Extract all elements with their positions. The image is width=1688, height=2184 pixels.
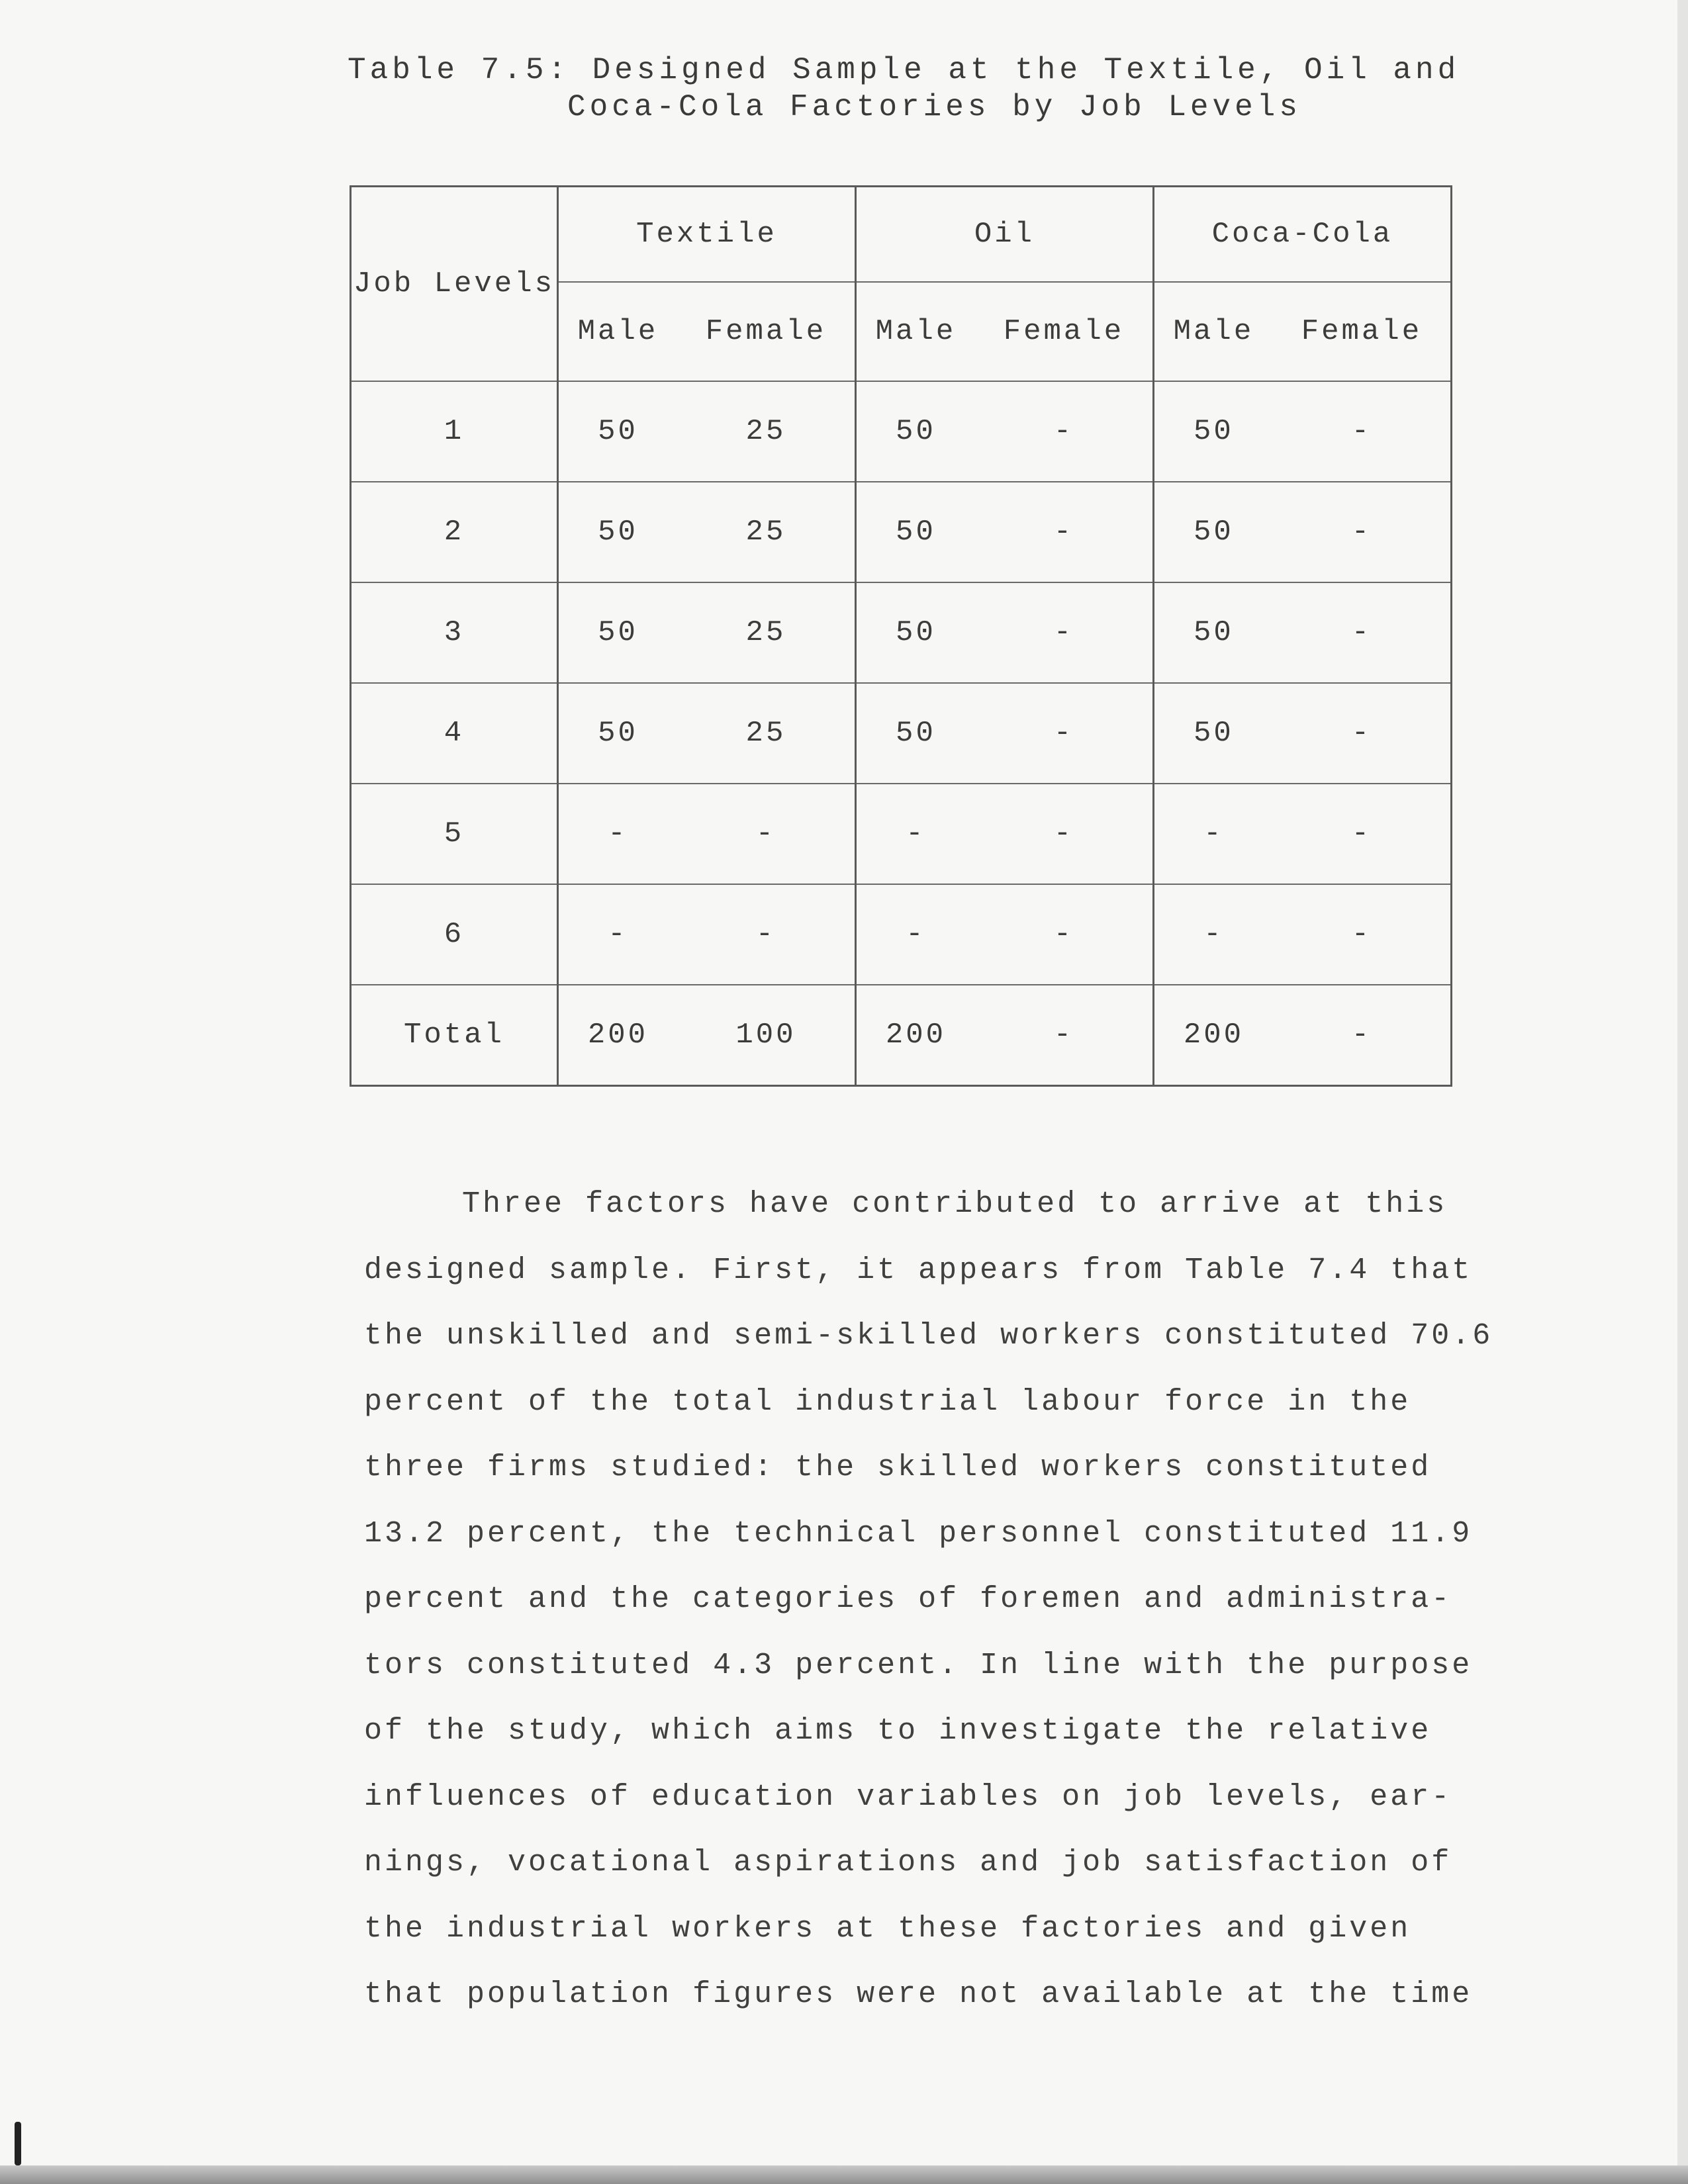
- table-cell: 200: [558, 985, 677, 1086]
- table-row: [351, 884, 1452, 985]
- table-cell: -: [1153, 884, 1272, 985]
- table-row: [351, 381, 1452, 482]
- page-edge: [1677, 0, 1688, 2184]
- table-cell: 25: [677, 381, 856, 482]
- table-cell: -: [975, 381, 1154, 482]
- text-line: percent and the categories of foremen and administra-: [364, 1582, 1452, 1616]
- subheader-coca-cola-male: Male: [1153, 282, 1272, 381]
- job-levels-header: Job Levels: [351, 187, 558, 382]
- table-cell: -: [1273, 582, 1452, 683]
- table-cell: 50: [1153, 683, 1272, 784]
- table-cell: -: [975, 985, 1154, 1086]
- table-cell: -: [1273, 985, 1452, 1086]
- subheader-textile-female: Female: [677, 282, 856, 381]
- table-total-row: [351, 985, 1452, 1086]
- table-cell: 50: [1153, 482, 1272, 582]
- subheader-coca-cola-female: Female: [1273, 282, 1452, 381]
- text-line: designed sample. First, it appears from Table 7.4 that: [364, 1253, 1473, 1287]
- subheader-oil-female: Female: [975, 282, 1154, 381]
- table-cell: 50: [855, 482, 974, 582]
- row-level-cell: 5: [351, 784, 558, 884]
- table-cell: 25: [677, 482, 856, 582]
- table-cell: 50: [855, 381, 974, 482]
- text-line: nings, vocational aspirations and job satisfaction of: [364, 1846, 1452, 1880]
- body-paragraph: [364, 1171, 1493, 2028]
- text-line: the industrial workers at these factories and given: [364, 1911, 1411, 1946]
- table-caption: [348, 52, 1460, 126]
- table-header-row: [351, 187, 1452, 283]
- table-cell: 100: [677, 985, 856, 1086]
- caption-line-2: Coca-Cola Factories by Job Levels: [567, 90, 1301, 124]
- table-cell: -: [975, 784, 1154, 884]
- table-cell: 50: [855, 683, 974, 784]
- table-cell: -: [1273, 884, 1452, 985]
- sample-table: [350, 185, 1452, 1087]
- table-cell: 200: [1153, 985, 1272, 1086]
- text-line: that population figures were not available at the time: [364, 1978, 1473, 2011]
- table-cell: 50: [855, 582, 974, 683]
- text-line: 13.2 percent, the technical personnel constituted 11.9: [364, 1516, 1473, 1551]
- table-cell: -: [677, 884, 856, 985]
- table-cell: -: [975, 582, 1154, 683]
- table-cell: 50: [558, 381, 677, 482]
- row-level-cell: 6: [351, 884, 558, 985]
- table-row: [351, 582, 1452, 683]
- text-line: three firms studied: the skilled workers constituted: [364, 1451, 1432, 1484]
- table-row: [351, 683, 1452, 784]
- page-bottom-edge: [0, 2165, 1688, 2184]
- caption-line-1: Table 7.5: Designed Sample at the Textile, Oil and: [348, 53, 1460, 87]
- table-cell: 25: [677, 582, 856, 683]
- row-level-cell: 3: [351, 582, 558, 683]
- text-line: of the study, which aims to investigate the relative: [364, 1714, 1432, 1748]
- table-cell: 50: [1153, 582, 1272, 683]
- row-level-cell: 2: [351, 482, 558, 582]
- table-cell: -: [1273, 482, 1452, 582]
- row-level-cell: 1: [351, 381, 558, 482]
- table-cell: 50: [558, 482, 677, 582]
- table-cell: -: [558, 884, 677, 985]
- table-cell: -: [677, 784, 856, 884]
- table-cell: 25: [677, 683, 856, 784]
- table-cell: -: [855, 784, 974, 884]
- table-cell: -: [975, 482, 1154, 582]
- table-cell: -: [558, 784, 677, 884]
- table-cell: -: [1153, 784, 1272, 884]
- table-cell: 50: [558, 683, 677, 784]
- table-cell: 50: [558, 582, 677, 683]
- subheader-textile-male: Male: [558, 282, 677, 381]
- table-cell: -: [975, 884, 1154, 985]
- table-cell: 200: [855, 985, 974, 1086]
- text-line: the unskilled and semi-skilled workers constituted 70.6: [364, 1319, 1493, 1353]
- text-line: influences of education variables on job levels, ear-: [364, 1780, 1452, 1814]
- table-row: [351, 482, 1452, 582]
- table-cell: -: [1273, 381, 1452, 482]
- table-row: [351, 784, 1452, 884]
- row-total-label: Total: [351, 985, 558, 1086]
- text-line: tors constituted 4.3 percent. In line with the purpose: [364, 1648, 1473, 1682]
- text-line: Three factors have contributed to arrive at this: [462, 1187, 1448, 1221]
- scan-mark: [15, 2122, 21, 2165]
- table-cell: -: [855, 884, 974, 985]
- table-cell: -: [1273, 683, 1452, 784]
- header-coca-cola: Coca-Cola: [1153, 187, 1451, 283]
- row-level-cell: 4: [351, 683, 558, 784]
- header-textile: Textile: [558, 187, 856, 283]
- subheader-oil-male: Male: [855, 282, 974, 381]
- table-cell: -: [975, 683, 1154, 784]
- header-oil: Oil: [855, 187, 1153, 283]
- table-cell: -: [1273, 784, 1452, 884]
- text-line: percent of the total industrial labour force in the: [364, 1385, 1411, 1419]
- table-cell: 50: [1153, 381, 1272, 482]
